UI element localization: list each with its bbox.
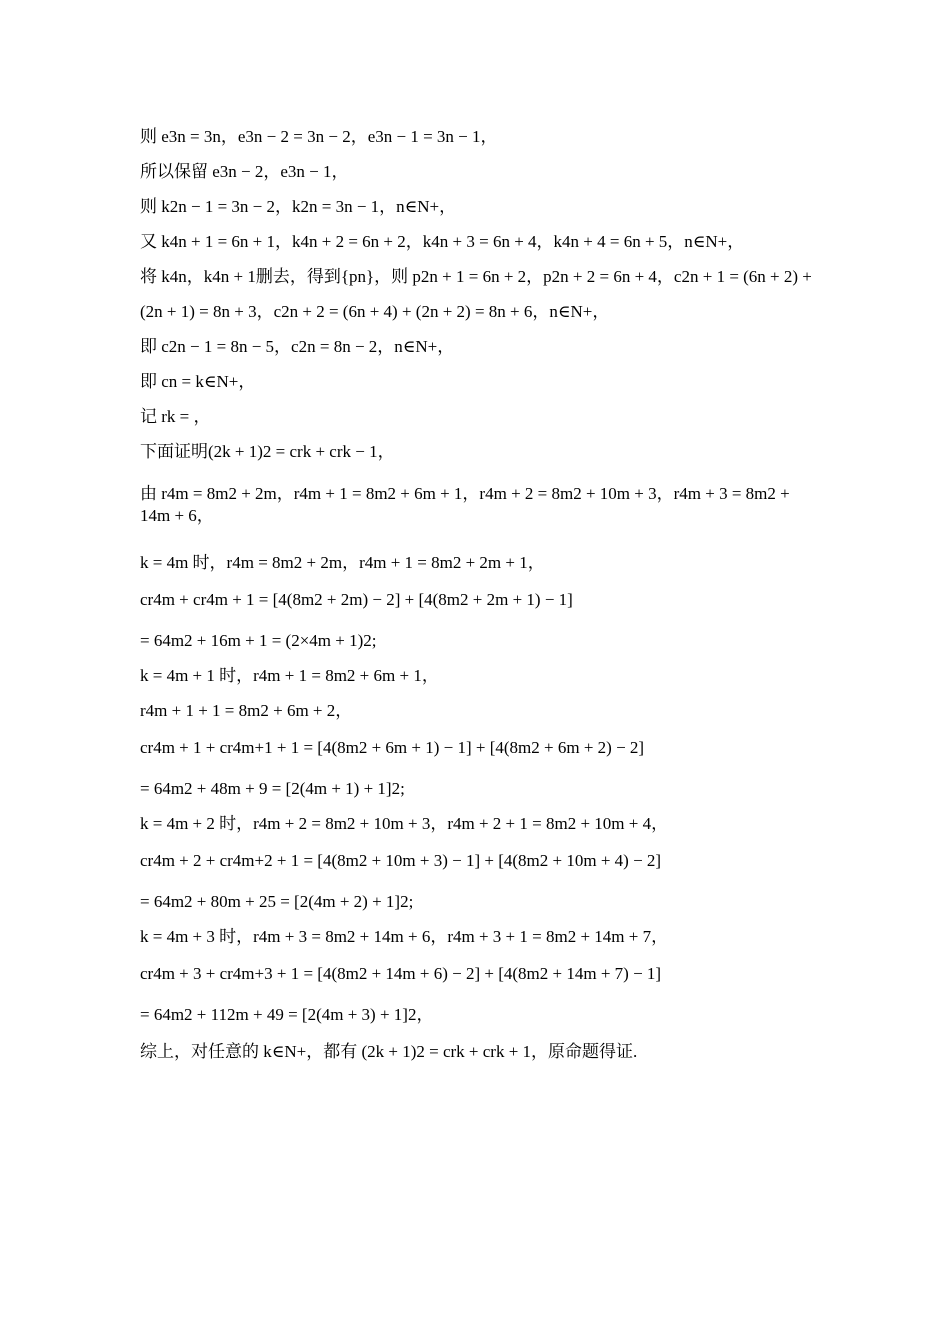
proof-line-13: cr4m + cr4m + 1 = [4(8m2 + 2m) − 2] + [4(8m2 + 2m + 1) − 1]	[140, 590, 573, 609]
proof-conclusion: 综上，对任意的 k∈N+，都有 (2k + 1)2 = crk + crk + 1，原命题得证.	[140, 1042, 638, 1061]
proof-line-8: 即 cn = k∈N+，	[140, 372, 256, 391]
proof-line-18: = 64m2 + 48m + 9 = [2(4m + 1) + 1]2;	[140, 779, 405, 798]
proof-line-14: = 64m2 + 16m + 1 = (2×4m + 1)2;	[140, 631, 377, 650]
proof-line-21: = 64m2 + 80m + 25 = [2(4m + 2) + 1]2;	[140, 892, 414, 911]
proof-line-2: 所以保留 e3n − 2，e3n − 1，	[140, 162, 349, 181]
proof-line-5: 将 k4n，k4n + 1删去，得到{pn}，则 p2n + 1 = 6n + 2，p2n + 2 = 6n + 4，c2n + 1 = (6n + 2) +	[140, 267, 812, 286]
proof-line-6: (2n + 1) = 8n + 3，c2n + 2 = (6n + 4) + (2n + 2) = 8n + 6，n∈N+，	[140, 302, 610, 321]
proof-line-23: cr4m + 3 + cr4m+3 + 1 = [4(8m2 + 14m + 6) − 2] + [4(8m2 + 14m + 7) − 1]	[140, 964, 662, 983]
proof-line-7: 即 c2n − 1 = 8n − 5，c2n = 8n − 2，n∈N+，	[140, 337, 455, 356]
proof-line-16: r4m + 1 + 1 = 8m2 + 6m + 2，	[140, 701, 353, 720]
proof-line-4: 又 k4n + 1 = 6n + 1，k4n + 2 = 6n + 2，k4n + 3 = 6n + 4，k4n + 4 = 6n + 5，n∈N+，	[140, 232, 745, 251]
proof-line-15: k = 4m + 1 时，r4m + 1 = 8m2 + 6m + 1，	[140, 666, 439, 685]
proof-line-20: cr4m + 2 + cr4m+2 + 1 = [4(8m2 + 10m + 3) − 1] + [4(8m2 + 10m + 4) − 2]	[140, 851, 662, 870]
proof-line-10: 下面证明(2k + 1)2 = crk + crk − 1，	[140, 442, 395, 461]
proof-line-1: 则 e3n = 3n，e3n − 2 = 3n − 2，e3n − 1 = 3n − 1，	[140, 127, 498, 146]
proof-line-22: k = 4m + 3 时，r4m + 3 = 8m2 + 14m + 6，r4m + 3 + 1 = 8m2 + 14m + 7，	[140, 927, 669, 946]
proof-line-9: 记 rk = ，	[140, 407, 211, 426]
proof-line-12: k = 4m 时，r4m = 8m2 + 2m，r4m + 1 = 8m2 + 2m + 1，	[140, 553, 545, 572]
proof-line-24: = 64m2 + 112m + 49 = [2(4m + 3) + 1]2，	[140, 1005, 434, 1024]
proof-line-11: 由 r4m = 8m2 + 2m，r4m + 1 = 8m2 + 6m + 1，r4m + 2 = 8m2 + 10m + 3，r4m + 3 = 8m2 + 14m + 6，	[140, 484, 790, 525]
proof-line-3: 则 k2n − 1 = 3n − 2，k2n = 3n − 1，n∈N+，	[140, 197, 457, 216]
proof-line-19: k = 4m + 2 时，r4m + 2 = 8m2 + 10m + 3，r4m + 2 + 1 = 8m2 + 10m + 4，	[140, 814, 669, 833]
proof-line-17: cr4m + 1 + cr4m+1 + 1 = [4(8m2 + 6m + 1) − 1] + [4(8m2 + 6m + 2) − 2]	[140, 738, 645, 757]
